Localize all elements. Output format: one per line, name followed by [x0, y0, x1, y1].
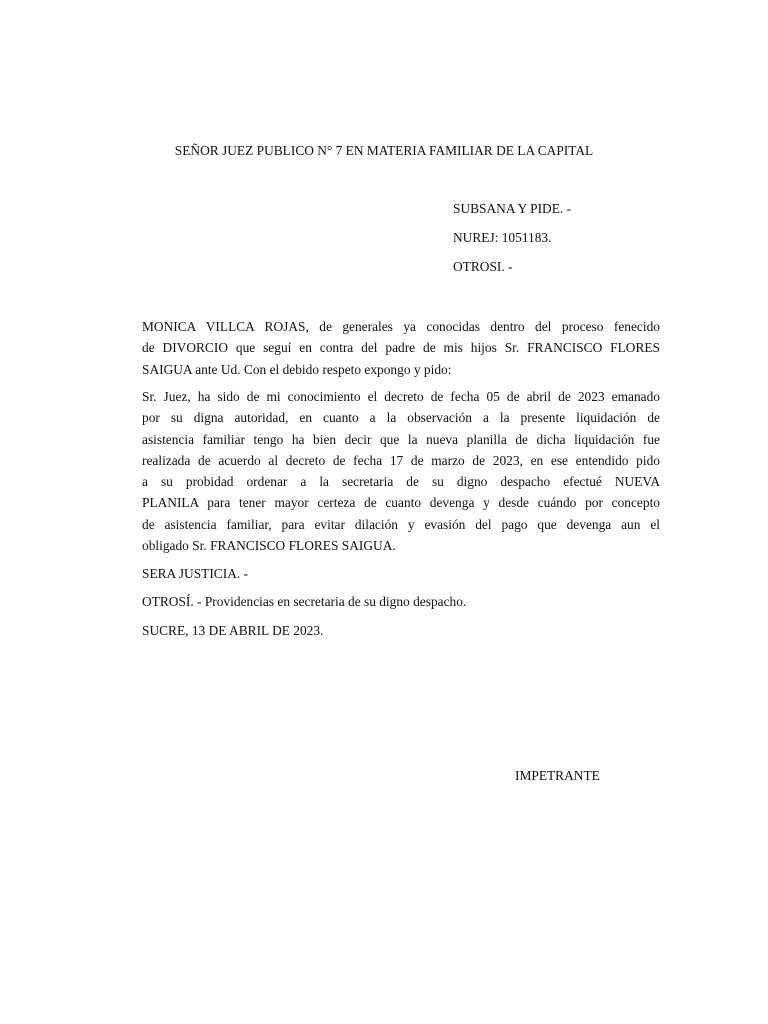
- body-line: por su digna autoridad, en cuanto a la observación a la presente liquidación de: [142, 410, 660, 426]
- body-line: obligado Sr. FRANCISCO FLORES SAIGUA.: [142, 538, 396, 554]
- reference-otrosi: OTROSI. -: [453, 259, 513, 274]
- place-and-date: SUCRE, 13 DE ABRIL DE 2023.: [142, 623, 324, 638]
- body-line: Sr. Juez, ha sido de mi conocimiento el decreto de fecha 05 de abril de 2023 emanado: [142, 389, 660, 404]
- body-line: a su probidad ordenar a la secretaria de su digno despacho efectué NUEVA: [142, 474, 660, 490]
- reference-nurej: NUREJ: 1051183.: [453, 230, 552, 245]
- body-line: asistencia familiar tengo ha bien decir que la nueva planilla de dicha liquidación fue: [142, 431, 660, 447]
- document-addressee: SEÑOR JUEZ PUBLICO N° 7 EN MATERIA FAMILIAR DE LA CAPITAL: [174, 143, 594, 158]
- signature-label: IMPETRANTE: [515, 768, 600, 783]
- otrosi-statement: OTROSÍ. - Providencias en secretaria de su digno despacho.: [142, 594, 467, 609]
- intro-line: MONICA VILLCA ROJAS, de generales ya conocidas dentro del proceso fenecido: [142, 319, 660, 334]
- intro-line: de DIVORCIO que seguí en contra del padre de mis hijos Sr. FRANCISCO FLORES: [142, 340, 660, 356]
- intro-paragraph: [142, 316, 660, 380]
- intro-line: SAIGUA ante Ud. Con el debido respeto expongo y pido:: [142, 361, 452, 377]
- closing-statement: SERA JUSTICIA. -: [142, 566, 249, 581]
- body-paragraph: [142, 386, 660, 556]
- body-line: realizada de acuerdo al decreto de fecha 17 de marzo de 2023, en ese entendido pido: [142, 452, 660, 468]
- body-line: PLANILA para tener mayor certeza de cuanto devenga y desde cuándo por concepto: [142, 495, 660, 511]
- reference-subject: SUBSANA Y PIDE. -: [453, 201, 572, 216]
- body-line: de asistencia familiar, para evitar dilación y evasión del pago que devenga aun el: [142, 516, 660, 532]
